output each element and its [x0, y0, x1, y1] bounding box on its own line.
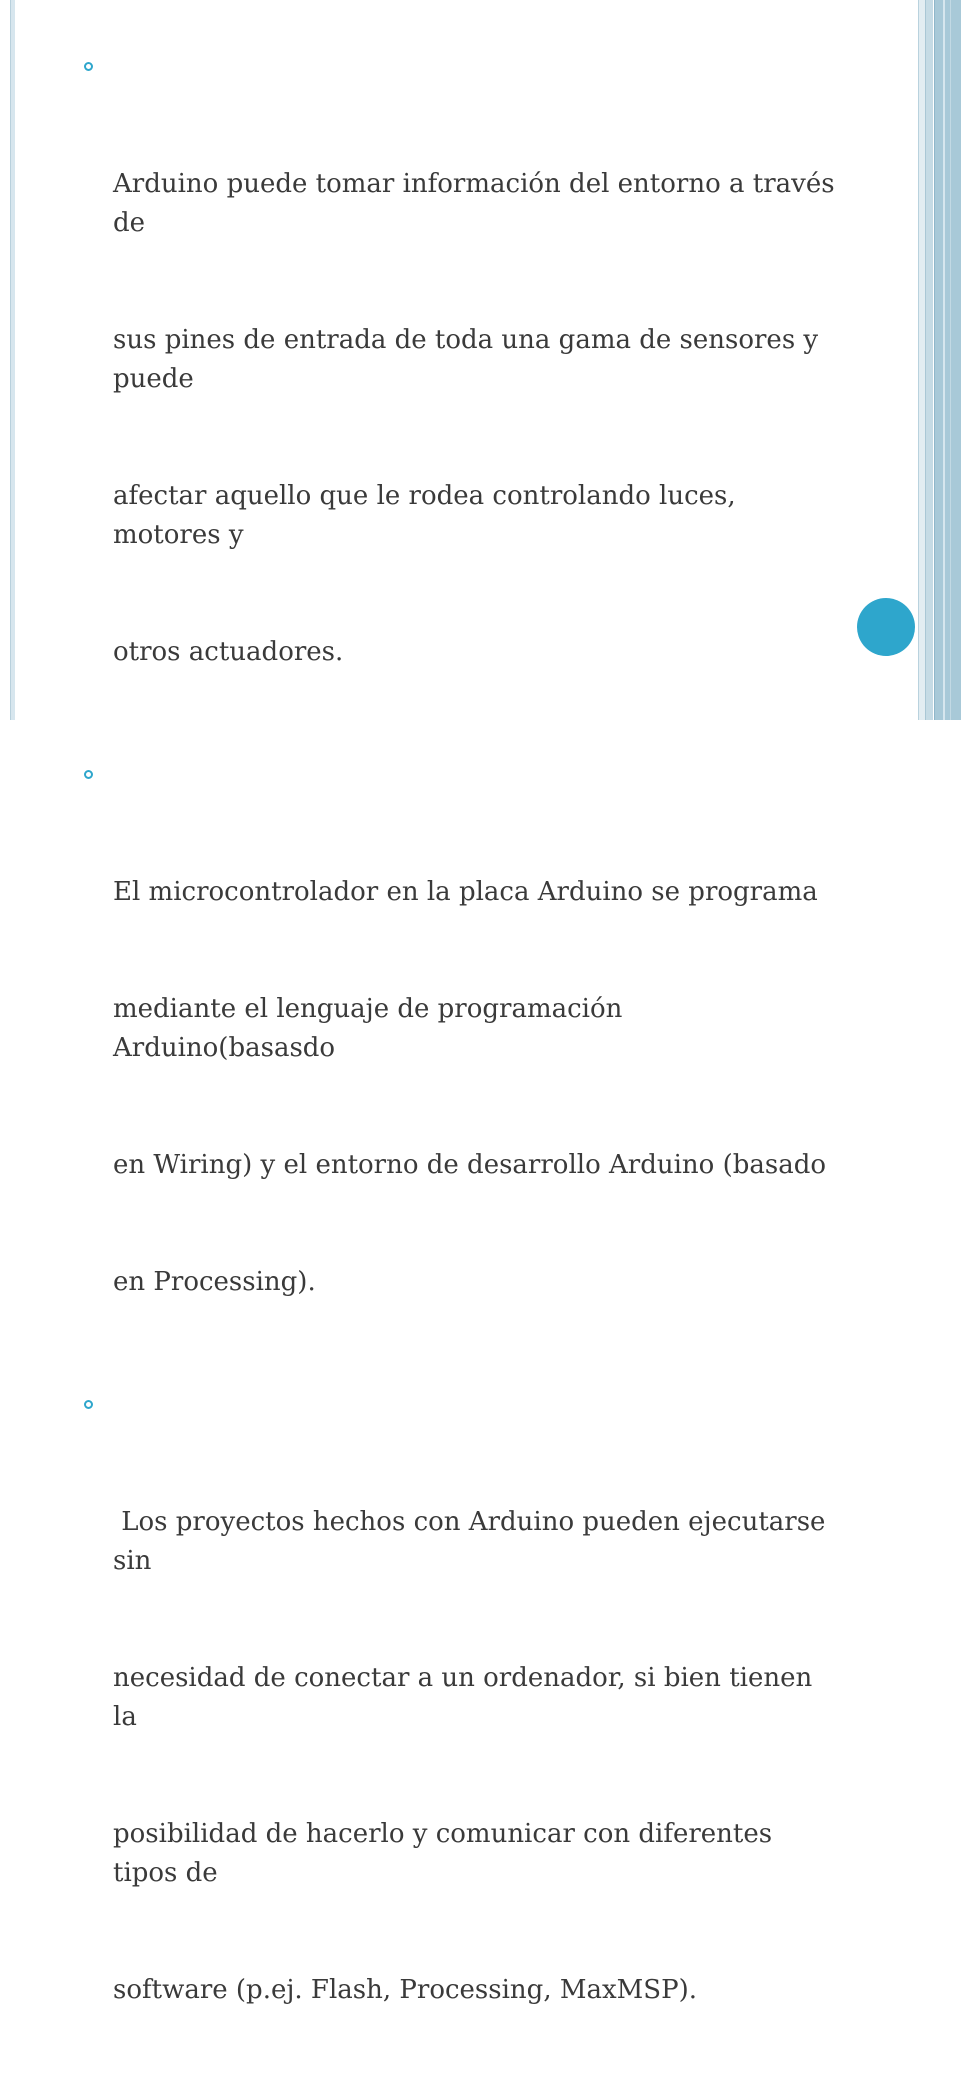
ring-bullet-icon	[84, 770, 93, 779]
bullet-line: afectar aquello que le rodea controlando luces, motores y	[113, 481, 744, 550]
right-stripe-3	[934, 0, 961, 720]
slide-content	[84, 48, 844, 2094]
right-stripe-4	[943, 0, 945, 720]
bullet-line: Arduino puede tomar información del entorno a través de	[113, 169, 843, 238]
bullet-item-2	[84, 756, 844, 1380]
bullet-line: Los proyectos hechos con Arduino pueden ejecutarse sin	[113, 1507, 834, 1576]
bullet-item-1	[84, 48, 844, 750]
bullet-line: software (p.ej. Flash, Processing, MaxMSP).	[113, 1975, 697, 2005]
bullet-line: en Processing).	[113, 1267, 316, 1297]
bullet-line: posibilidad de hacerlo y comunicar con diferentes tipos de	[113, 1819, 781, 1888]
right-stripe-2	[925, 0, 933, 720]
bullet-line: sus pines de entrada de toda una gama de sensores y puede	[113, 325, 827, 394]
right-stripe-1	[918, 0, 925, 720]
circle-decoration-icon	[857, 598, 915, 656]
bullet-line: en Wiring) y el entorno de desarrollo Arduino (basado	[113, 1150, 826, 1180]
ring-bullet-icon	[84, 62, 93, 71]
bullet-line: necesidad de conectar a un ordenador, si bien tienen la	[113, 1663, 821, 1732]
bullet-line: El microcontrolador en la placa Arduino se programa	[113, 877, 818, 907]
bullet-line: otros actuadores.	[113, 637, 344, 667]
bullet-item-3	[84, 1386, 844, 2088]
ring-bullet-icon	[84, 1400, 93, 1409]
bullet-line: mediante el lenguaje de programación Arduino(basasdo	[113, 994, 631, 1063]
left-border-frame	[10, 0, 15, 720]
right-stripe-5	[950, 0, 951, 720]
